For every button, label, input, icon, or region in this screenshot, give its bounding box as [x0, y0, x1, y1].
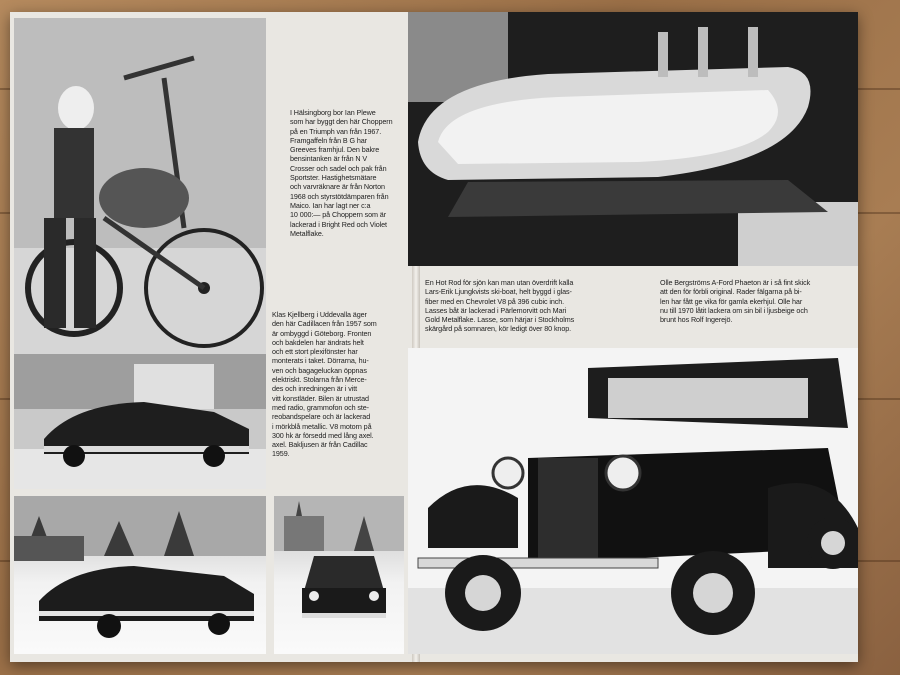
cadillac-photo: [14, 354, 266, 489]
cadillac-caption: Klas Kjellberg i Uddevalla äger den här Cadillacen från 1957 som är ombyggd i Göteborg. Fronten och bakdelen har ändrats helt och ett stort plexifönster har monterats i taket. Dörrarna, hu- ven och bagageluckan öppnas elektriskt. Stolarna från Merce- des och inredningen är i vitt vitt konstläder. Bilen är utrustad med radio, grammofon och ste- reobandspelare och är lackerad i mörkblå metallic. V8 motorn på 300 hk är försedd med lång axel. axel. Bakljusen är från Cadillac 1959.: [272, 310, 377, 459]
phaeton-caption: Olle Bergströms A-Ford Phaeton är i så fint skick att den för förbli original. Rader fälgarna på bi- len har fått ge vika för gamla ekerhjul. Olle har nu till 1970 låtit lackera om sin bil i ljusbeige och brunt hos Rolf Ingerejö.: [660, 278, 811, 325]
car-winter-front-photo: [274, 496, 404, 654]
cadillac-winter-photo: [14, 496, 266, 654]
chopper-photo: [14, 18, 266, 358]
magazine-spread: [10, 12, 858, 662]
a-ford-phaeton-photo: [408, 348, 858, 654]
hot-rod-boat-caption: En Hot Rod för sjön kan man utan överdrift kalla Lars-Erik Ljungkvists ski-boat, helt byggd i glas- fiber med en Chevrolet V8 på 396 cubic inch. Lasses båt är lackerad i Pärlemorvitt och Mari Gold Metalflake. Lasse, som härjar i Stockholms skärgård på somnaren, kör ledigt över 80 knop.: [425, 278, 575, 334]
ski-boat-photo: [408, 12, 858, 266]
chopper-caption: I Hälsingborg bor Ian Plewe som har byggt den här Choppern på en Triumph van från 1967. Framgaffeln från B G har Greeves framhjul. Den bakre bensintanken är från N V Crosser och sadel och pak från Sportster. Hastighetsmätare och varvräknare är från Norton 1968 och styrstötdämparen från Maico. Ian har lagt ner c:a 10 000:— på Choppern som är lackerad i Bright Red och Violet Metalflake.: [290, 108, 393, 238]
